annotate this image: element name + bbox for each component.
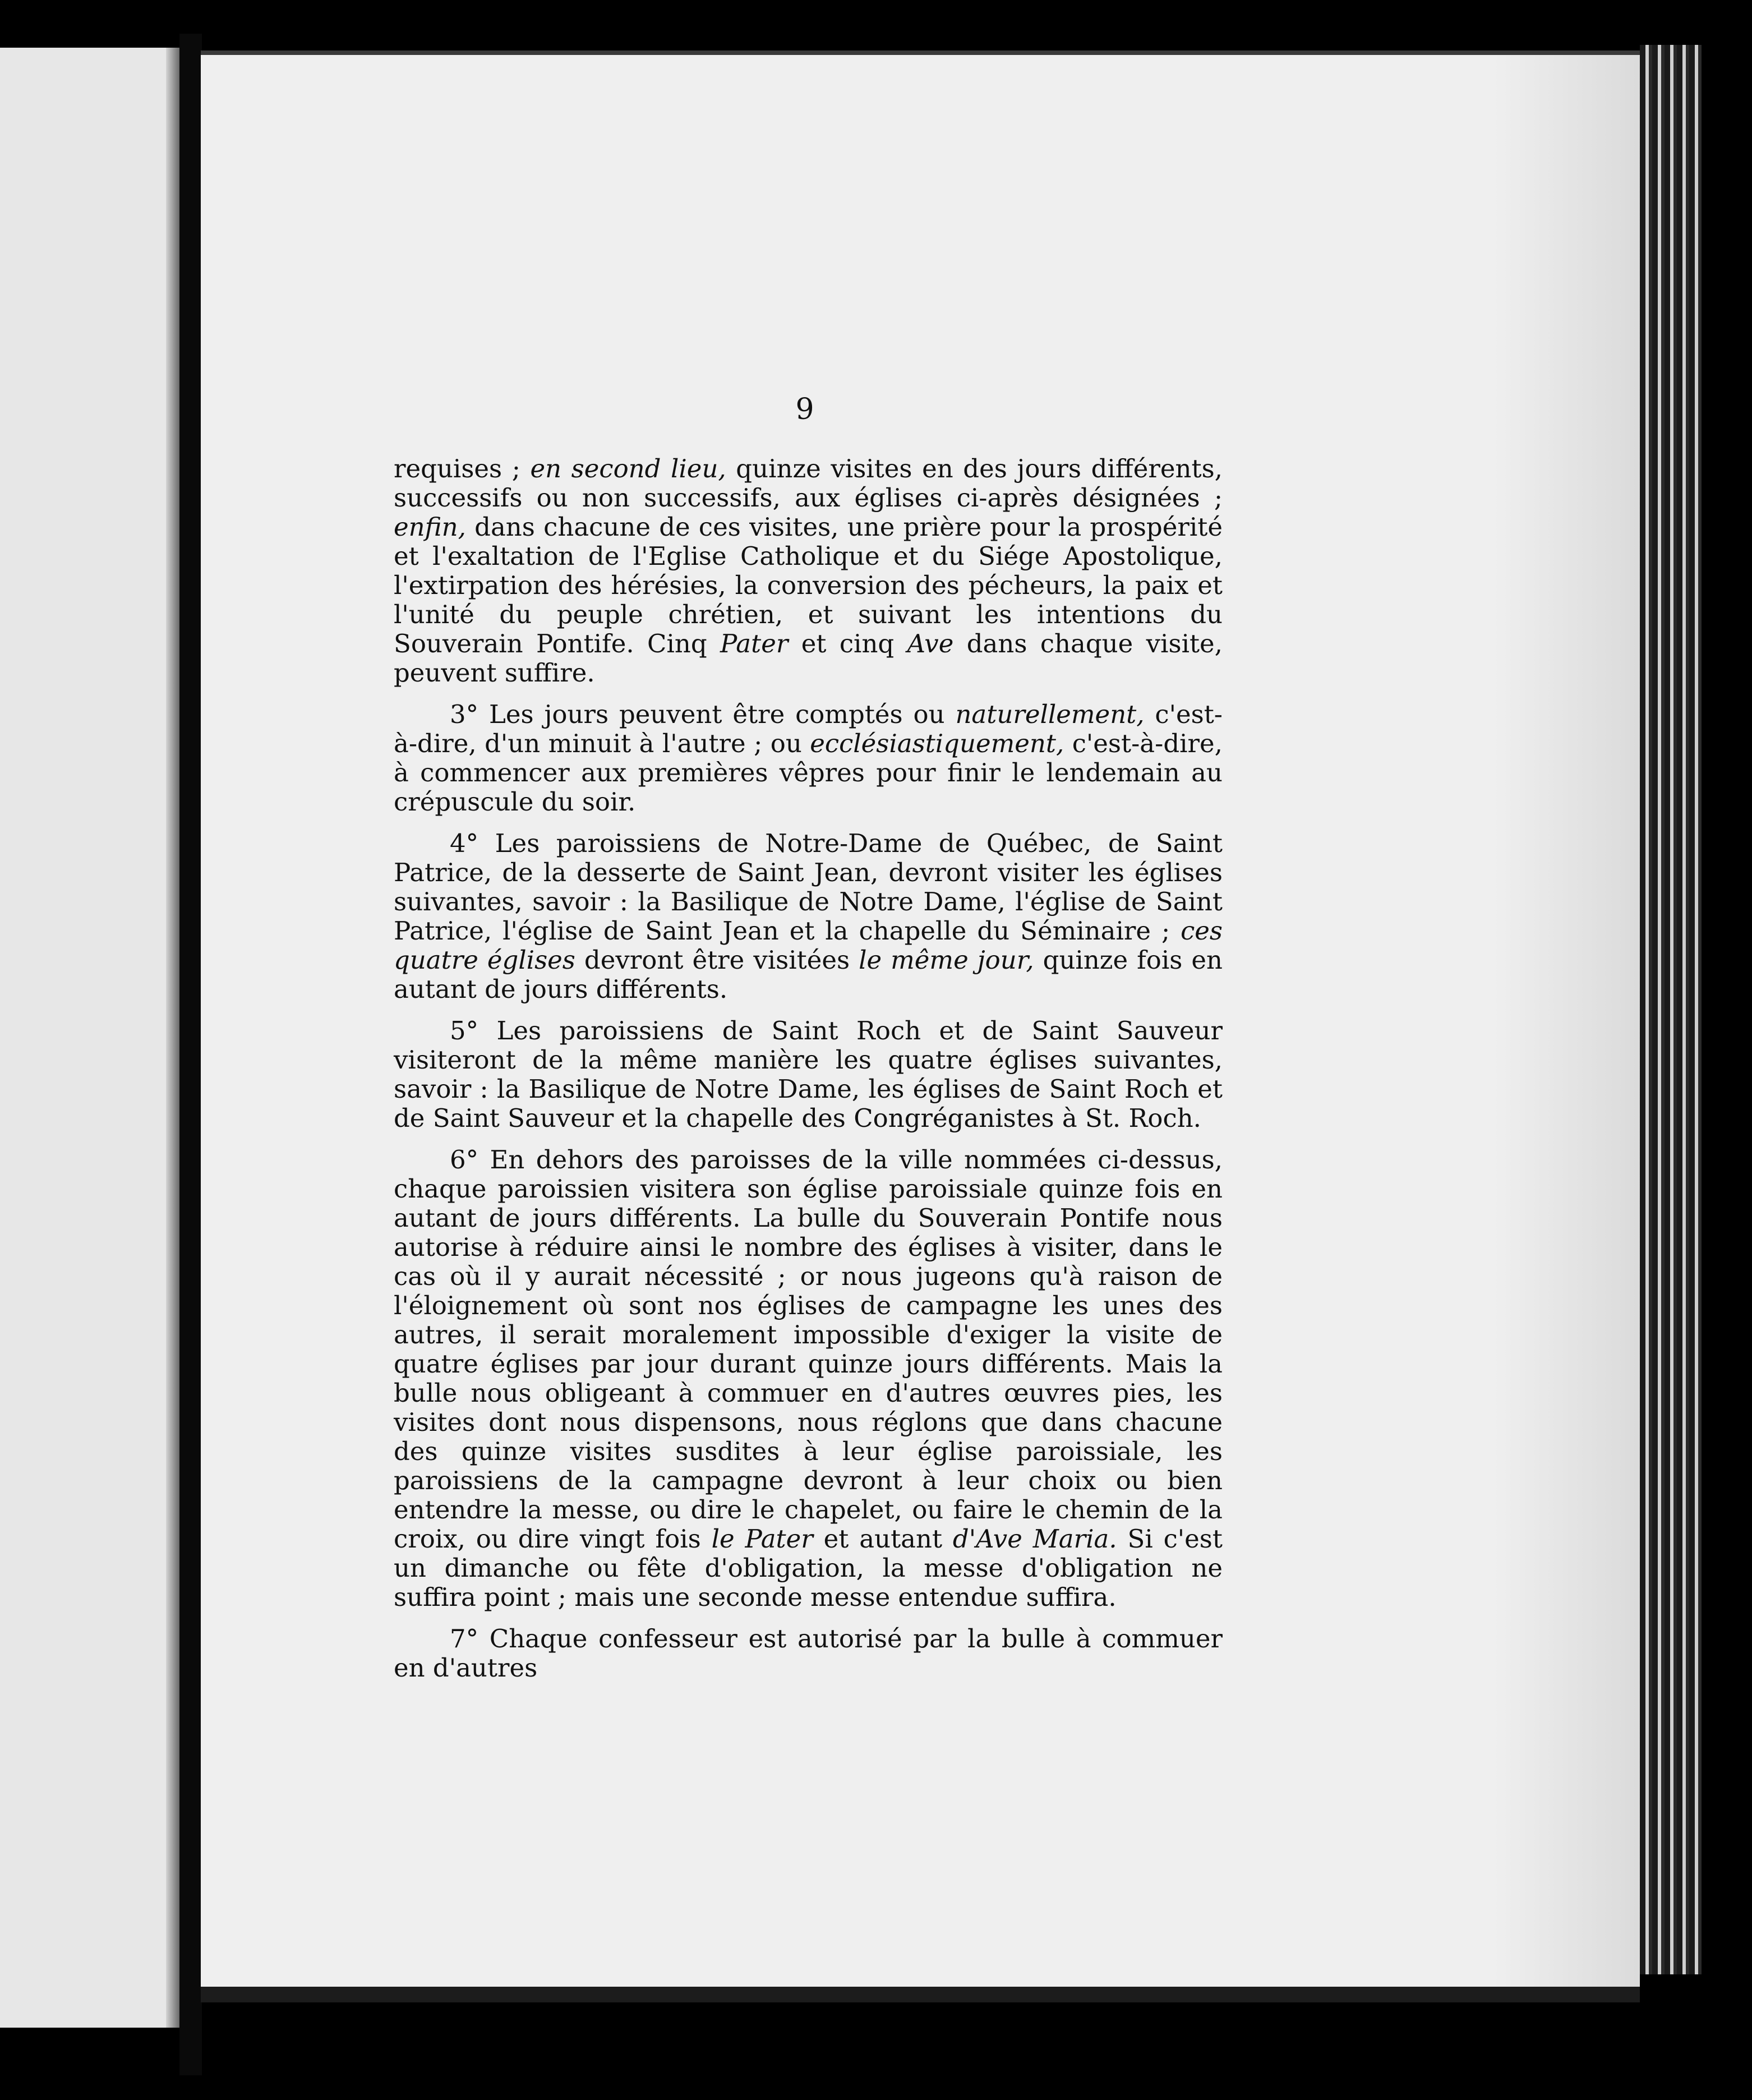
text-run: 6° En dehors des paroisses de la ville nommées ci-dessus, chaque paroissien visitera son église paroissiale quinze fois en autant de jours différents. La bulle du Souverain Pontife nous autorise à réduire ainsi le nombre des églises à visiter, dans le cas où il y aurait nécessité ; or nous jugeons qu'à raison de l'éloignement où sont nos églises de campagne les unes des autres, il serait moralement impossible d'exiger la visite de quatre églises par jour durant quinze jours différents. Mais la bulle nous obligeant à commuer en d'autres œuvres pies, les visites dont nous dispensons, nous réglons que dans chacune des quinze visites susdites à leur église paroissiale, les paroissiens de la campagne devront à leur choix ou bien entendre la messe, ou dire le chapelet, ou faire le chemin de la croix, ou dire vingt fois [394, 1145, 1223, 1554]
italic-run: naturellement, [955, 699, 1145, 729]
text-run: 4° Les paroissiens de Notre-Dame de Québec, de Saint Patrice, de la desserte de Saint Jean, devront visiter les églises suivantes, savoir : la Basilique de Notre Dame, l'église de Saint Patrice, l'église de Saint Jean et la chapelle du Séminaire ; [394, 828, 1223, 946]
text-run: dans chaque visite, peuvent suffire. [394, 629, 1223, 688]
italic-run: Ave [907, 629, 954, 658]
text-run: 3° Les jours peuvent être comptés ou [450, 699, 956, 729]
paragraph-5 [394, 1016, 1223, 1133]
text-run: Si c'est un dimanche ou fête d'obligation, la messe d'obligation ne suffira point ; mais une seconde messe entendue suffira. [394, 1524, 1223, 1612]
italic-run: Pater [720, 629, 789, 658]
text-run: c'est-à-dire, d'un minuit à l'autre ; ou [394, 699, 1223, 758]
text-run: 5° Les paroissiens de Saint Roch et de Saint Sauveur visiteront de la même manière les quatre églises suivantes, savoir : la Basilique de Notre Dame, les églises de Saint Roch et de Saint Sauveur et la chapelle des Congréganistes à St. Roch. [394, 1016, 1223, 1133]
text-run: quinze visites en des jours différents, successifs ou non successifs, aux églises ci-après désignées ; [394, 454, 1223, 513]
italic-run: le même jour, [859, 945, 1034, 975]
paragraph-4 [394, 829, 1223, 1004]
text-run: requises ; [394, 454, 531, 483]
italic-run: ces quatre églises [394, 916, 1223, 975]
paragraph-7 [394, 1624, 1223, 1683]
text-run: et cinq [788, 629, 907, 658]
italic-run: enfin, [394, 512, 466, 542]
page-bottom-edge [201, 1987, 1640, 2002]
text-run: c'est-à-dire, à commencer aux premières vêpres pour finir le lendemain au crépuscule du soir. [394, 729, 1223, 817]
page-stack-edges [1640, 45, 1702, 1974]
italic-run: le Pater [711, 1524, 813, 1554]
text-run: et autant [813, 1524, 953, 1554]
left-page-shadow [166, 48, 179, 2028]
text-run: 7° Chaque confesseur est autorisé par la bulle à commuer en d'autres [394, 1624, 1223, 1683]
italic-run: d'Ave Maria. [952, 1524, 1117, 1554]
body-text [394, 454, 1223, 1695]
text-run: quinze fois en autant de jours différents. [394, 945, 1223, 1004]
paragraph-1 [394, 454, 1223, 688]
book-gutter [179, 34, 202, 2075]
left-page-edge [0, 48, 179, 2028]
text-run: devront être visitées [575, 945, 859, 975]
page-number: 9 [795, 393, 814, 426]
paragraph-3 [394, 700, 1223, 817]
italic-run: en second lieu, [530, 454, 726, 483]
page-shade [1494, 55, 1640, 1991]
italic-run: ecclésiastiquement, [810, 729, 1064, 758]
paragraph-6 [394, 1145, 1223, 1612]
text-run: dans chacune de ces visites, une prière pour la prospérité et l'exaltation de l'Eglise Catholique et du Siége Apostolique, l'extirpation des hérésies, la conversion des pécheurs, la paix et l'unité du peuple chrétien, et suivant les intentions du Souverain Pontife. Cinq [394, 512, 1223, 658]
